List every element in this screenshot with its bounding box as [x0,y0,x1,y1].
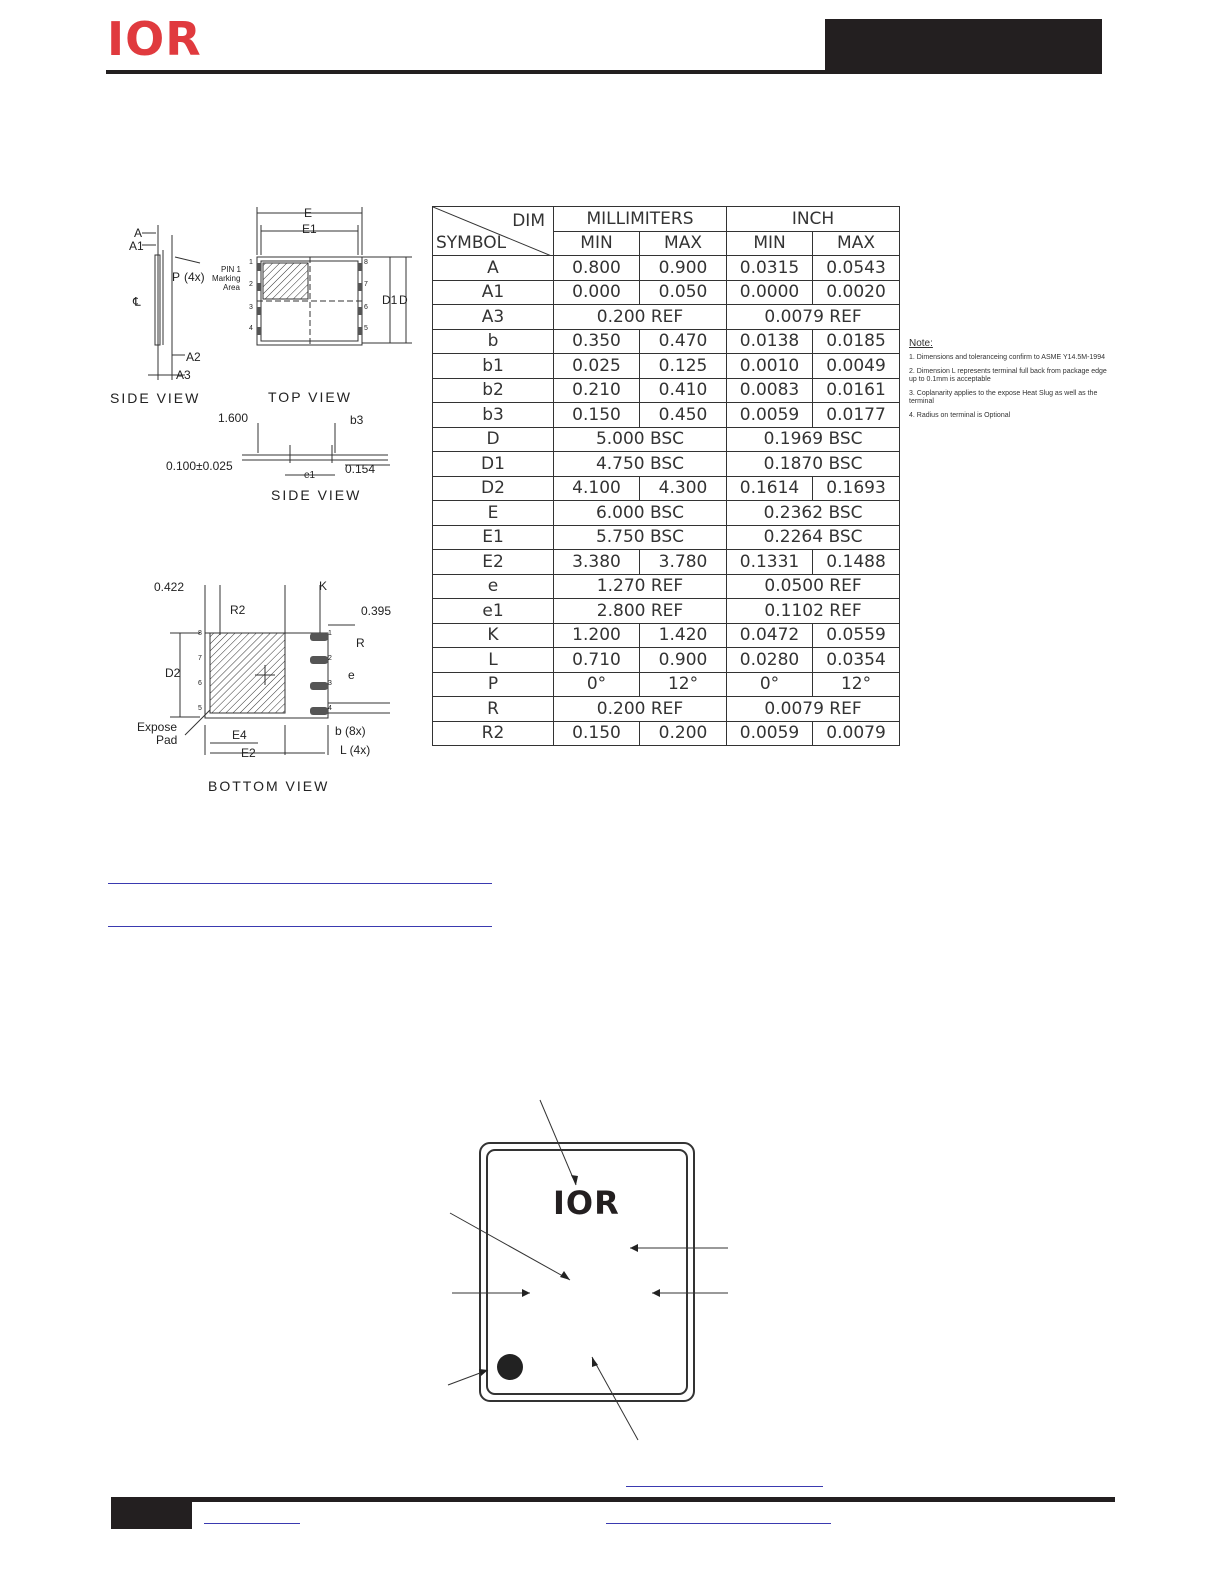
footer-link-underline-1[interactable] [204,1523,300,1524]
symbol-cell: E [433,501,554,526]
inch-min-cell: 0.1331 [727,550,813,575]
inch-ref-cell: 0.0079 REF [727,697,900,722]
inch-min-cell: 0.0000 [727,280,813,305]
top-pin-8: 8 [364,259,368,266]
bottom-pin-5: 5 [198,705,202,712]
mm-max-cell: 0.050 [640,280,727,305]
label-r2: R2 [230,603,246,617]
table-row [433,378,900,403]
label-area: Area [223,283,240,292]
mm-max-cell: 0.410 [640,378,727,403]
symbol-cell: K [433,623,554,648]
inch-max-cell: 0.1693 [813,476,900,501]
mm-max-cell: 4.300 [640,476,727,501]
note-2: 2. Dimension L represents terminal full back from package edge up to 0.1mm is acceptable [909,368,1107,383]
symbol-cell: D1 [433,452,554,477]
inch-min-cell: 0.0280 [727,648,813,673]
label-d1: D1 [382,293,398,307]
ior-logo: IOR [107,12,202,66]
table-row [433,648,900,673]
mm-min-cell: 1.200 [554,623,640,648]
label-centerline: ℄ [133,295,141,309]
link-underline-2[interactable] [108,926,492,927]
corner-symbol-label: SYMBOL [436,233,507,253]
note-3: 3. Coplanarity applies to the expose Heat Slug as well as the terminal [909,390,1098,405]
inch-ref-cell: 0.0500 REF [727,574,900,599]
mm-ref-cell: 0.200 REF [554,305,727,330]
symbol-cell: b2 [433,378,554,403]
inch-min-cell: 0.0010 [727,354,813,379]
mm-min-cell: 0.150 [554,403,640,428]
bottom-view-title: BOTTOM VIEW [208,778,330,794]
inch-max-cell: 0.0543 [813,256,900,281]
package-outline-drawings [100,195,420,805]
link-underline-3[interactable] [626,1486,823,1487]
label-r: R [356,636,365,650]
label-0154: 0.154 [345,462,376,476]
table-row [433,697,900,722]
inch-max-cell: 12° [813,672,900,697]
inch-ref-cell: 0.0079 REF [727,305,900,330]
label-expose: Expose [137,720,178,734]
part-marking-drawing [440,1095,740,1445]
inch-min-cell: 0.1614 [727,476,813,501]
marking-ior-logo: IOR [553,1184,620,1222]
mm-ref-cell: 1.270 REF [554,574,727,599]
bottom-pin-7: 7 [198,655,202,662]
symbol-cell: L [433,648,554,673]
inch-min-cell: 0° [727,672,813,697]
label-e2: E2 [241,746,256,760]
label-a: A [134,226,143,240]
label-b8x: b (8x) [335,724,366,738]
top-pin-6: 6 [364,304,368,311]
table-row [433,574,900,599]
label-4x: (4x) [184,270,205,284]
inch-min-cell: 0.0083 [727,378,813,403]
symbol-cell: D2 [433,476,554,501]
mm-ref-cell: 4.750 BSC [554,452,727,477]
bottom-pin-3: 3 [328,680,332,687]
inch-min-cell: 0.0472 [727,623,813,648]
mm-max-cell: 3.780 [640,550,727,575]
inch-max-cell: 0.0079 [813,721,900,746]
inch-max-cell: 0.0049 [813,354,900,379]
table-row [433,550,900,575]
inch-ref-cell: 0.1870 BSC [727,452,900,477]
table-row [433,354,900,379]
label-e1-side: e1 [304,470,316,481]
symbol-cell: R2 [433,721,554,746]
footer-rule [111,1497,1115,1502]
label-e-pitch: e [348,668,355,682]
symbol-cell: A1 [433,280,554,305]
inch-max-cell: 0.0161 [813,378,900,403]
mm-min-cell: 0° [554,672,640,697]
label-b3: b3 [350,413,364,427]
mm-min-cell: 3.380 [554,550,640,575]
mm-max-cell: 0.450 [640,403,727,428]
note-1: 1. Dimensions and toleranceing confirm to ASME Y14.5M-1994 [909,354,1105,361]
label-0422: 0.422 [154,580,185,594]
symbol-cell: D [433,427,554,452]
inch-max-cell: 0.0177 [813,403,900,428]
top-pin-3: 3 [249,304,253,311]
symbol-cell: b1 [433,354,554,379]
bottom-pin-6: 6 [198,680,202,687]
mm-max-cell: 0.200 [640,721,727,746]
symbol-cell: b [433,329,554,354]
mm-min-cell: 4.100 [554,476,640,501]
label-p: P [172,270,181,284]
label-pin1: PIN 1 [221,265,242,274]
symbol-cell: R [433,697,554,722]
bottom-pin-4: 4 [328,705,332,712]
label-a2: A2 [186,350,201,364]
table-row [433,305,900,330]
bottom-pin-1: 1 [328,630,332,637]
top-pin-1: 1 [249,259,253,266]
table-row [433,476,900,501]
symbol-cell: E1 [433,525,554,550]
top-pin-5: 5 [364,325,368,332]
label-1600: 1.600 [218,411,249,425]
mm-max-cell: 0.900 [640,256,727,281]
mm-ref-cell: 5.750 BSC [554,525,727,550]
label-a1: A1 [129,239,144,253]
top-pin-7: 7 [364,281,368,288]
mm-max-cell: 1.420 [640,623,727,648]
inch-min-cell: 0.0059 [727,721,813,746]
top-view-title: TOP VIEW [268,389,352,405]
table-corner-cell [433,207,554,256]
label-e: E [304,206,313,220]
footer-block [111,1497,192,1529]
mm-min-cell: 0.350 [554,329,640,354]
mm-ref-cell: 0.200 REF [554,697,727,722]
subheader-mm-min: MIN [554,231,640,256]
table-row [433,452,900,477]
table-row [433,721,900,746]
side-view-title-2: SIDE VIEW [271,487,362,503]
label-l4x: L (4x) [340,743,371,757]
header-rule [106,70,1102,74]
symbol-cell: A [433,256,554,281]
symbol-cell: e1 [433,599,554,624]
side-view-title-1: SIDE VIEW [110,390,201,406]
label-0100: 0.100±0.025 [166,459,233,473]
label-0395: 0.395 [361,604,392,618]
mm-min-cell: 0.710 [554,648,640,673]
mm-max-cell: 0.470 [640,329,727,354]
subheader-in-max: MAX [813,231,900,256]
table-row [433,672,900,697]
mm-ref-cell: 5.000 BSC [554,427,727,452]
subheader-in-min: MIN [727,231,813,256]
header-millimeters: MILLIMITERS [554,207,727,232]
table-row [433,280,900,305]
label-marking: Marking [212,274,241,283]
link-underline-1[interactable] [108,883,492,884]
inch-ref-cell: 0.1969 BSC [727,427,900,452]
mm-min-cell: 0.000 [554,280,640,305]
symbol-cell: b3 [433,403,554,428]
top-pin-4: 4 [249,325,253,332]
symbol-cell: E2 [433,550,554,575]
mm-max-cell: 0.125 [640,354,727,379]
label-pad: Pad [156,733,178,747]
header-block [825,19,1102,74]
inch-max-cell: 0.0185 [813,329,900,354]
corner-dim-label: DIM [512,211,545,231]
table-row [433,427,900,452]
table-row [433,623,900,648]
bottom-pin-2: 2 [328,655,332,662]
mm-min-cell: 0.025 [554,354,640,379]
label-d: D [399,293,408,307]
inch-max-cell: 0.1488 [813,550,900,575]
subheader-mm-max: MAX [640,231,727,256]
label-d2: D2 [165,666,181,680]
symbol-cell: A3 [433,305,554,330]
table-row [433,501,900,526]
mm-max-cell: 0.900 [640,648,727,673]
mm-ref-cell: 6.000 BSC [554,501,727,526]
table-row [433,403,900,428]
mm-ref-cell: 2.800 REF [554,599,727,624]
mm-min-cell: 0.800 [554,256,640,281]
table-row [433,256,900,281]
symbol-cell: e [433,574,554,599]
notes-block [909,340,1109,426]
notes-title: Note: [909,338,933,349]
label-k: K [319,579,328,593]
inch-max-cell: 0.0559 [813,623,900,648]
label-e4: E4 [232,728,247,742]
mm-min-cell: 0.210 [554,378,640,403]
inch-min-cell: 0.0059 [727,403,813,428]
inch-ref-cell: 0.1102 REF [727,599,900,624]
inch-ref-cell: 0.2362 BSC [727,501,900,526]
bottom-pin-8: 8 [198,630,202,637]
inch-max-cell: 0.0354 [813,648,900,673]
inch-min-cell: 0.0138 [727,329,813,354]
note-4: 4. Radius on terminal is Optional [909,412,1011,419]
footer-link-underline-2[interactable] [606,1523,831,1524]
label-e1: E1 [302,222,317,236]
inch-max-cell: 0.0020 [813,280,900,305]
table-row [433,329,900,354]
header-inch: INCH [727,207,900,232]
mm-max-cell: 12° [640,672,727,697]
table-row [433,525,900,550]
top-pin-2: 2 [249,281,253,288]
label-a3: A3 [176,368,191,382]
dimension-table [432,206,900,746]
mm-min-cell: 0.150 [554,721,640,746]
table-row [433,599,900,624]
inch-min-cell: 0.0315 [727,256,813,281]
symbol-cell: P [433,672,554,697]
inch-ref-cell: 0.2264 BSC [727,525,900,550]
